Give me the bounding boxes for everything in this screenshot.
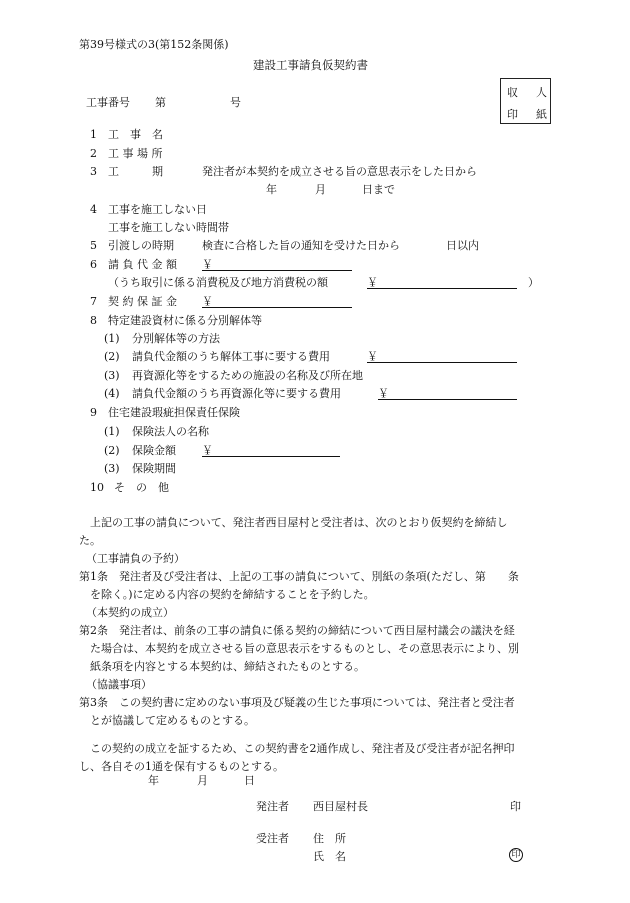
sub-item-text: 請負代金額のうち解体工事に要する費用 [132,350,330,363]
contract-number-suffix: 号 [230,96,241,109]
sub-item-text: 請負代金額のうち再資源化等に要する費用 [132,387,341,400]
item-number: 9 [90,406,97,419]
item-number: 4 [90,203,97,216]
item-label-construction-site: 工 事 場 所 [108,147,163,160]
recycling-cost-line [378,399,517,400]
contract-number-label: 工事番号 [86,96,130,109]
item-number: 3 [90,165,97,178]
article-heading: （本契約の成立） [86,606,174,619]
contract-amount-line [202,270,352,271]
article-1-line-2: を除く。)に定める内容の契約を締結することを予約した。 [90,588,375,601]
stamp-char: 収 [507,86,518,99]
intro-line-1: 上記の工事の請負について、発注者西目屋村と受注者は、次のとおり仮契約を締結し [90,516,508,529]
demolition-cost-line [367,362,517,363]
stamp-char: 印 [507,108,518,121]
sub-item-text: 保険期間 [132,462,176,475]
item-label-non-working-hours: 工事を施工しない時間帯 [108,221,229,234]
sub-item-number: (2) [104,444,120,457]
contract-number-prefix: 第 [155,96,166,109]
yen-sign: ￥ [367,350,378,363]
orderer-label: 発注者 [256,800,289,813]
sign-year: 年 [148,774,159,787]
yen-sign: ￥ [367,276,378,289]
contract-deposit-line [202,307,352,308]
item-label-construction-period: 工 期 [108,165,163,178]
article-2-line-2: た場合は、本契約を成立させる旨の意思表示をするものとし、その意思表示により、別 [90,642,519,655]
intro-line-2: た。 [79,534,101,547]
item-number: 6 [90,258,97,271]
contractor-seal-circle: 印 [509,848,523,862]
sign-month: 月 [197,774,208,787]
consumption-tax-line [367,288,517,289]
article-1-line-1: 第1条 発注者及び受注者は、上記の工事の請負について、別紙の条項(ただし、第 条 [79,570,519,583]
revenue-stamp-box [500,78,551,124]
item-label-other: そ の 他 [114,481,169,494]
stamp-char: 人 [536,86,547,99]
article-3-line-2: とが協議して定めるものとする。 [90,714,255,727]
item-number: 8 [90,314,97,327]
yen-sign: ￥ [378,387,389,400]
article-2-line-3: 紙条項を内容とする本契約は、締結されたものとする。 [90,660,365,673]
item-label-contract-deposit: 契 約 保 証 金 [108,295,177,308]
orderer-name: 西目屋村長 [313,800,368,813]
item-label-delivery-time: 引渡しの時期 [108,239,174,252]
stamp-char: 紙 [536,108,547,121]
article-2-line-1: 第2条 発注者は、前条の工事の請負に係る契約の締結について西目屋村議会の議決を経 [79,624,515,637]
closing-line-2: し、各自その1通を保有するものとする。 [79,760,284,773]
article-heading: （工事請負の予約） [86,552,185,565]
item-label-construction-name: 工 事 名 [108,128,163,141]
period-year: 年 [266,183,277,196]
contractor-address-label: 住 所 [313,832,346,845]
consumption-tax-label: （うち取引に係る消費税及び地方消費税の額 [108,276,328,289]
sub-item-number: (1) [104,425,120,438]
sub-item-text: 再資源化等をするための施設の名称及び所在地 [132,369,363,382]
yen-sign: ￥ [202,258,213,271]
yen-sign: ￥ [202,295,213,308]
item-label-demolition: 特定建設資材に係る分別解体等 [108,314,262,327]
item-number: 7 [90,295,97,308]
sub-item-number: (1) [104,332,120,345]
sub-item-text: 保険法人の名称 [132,425,209,438]
sub-item-number: (3) [104,369,120,382]
sub-item-number: (3) [104,462,120,475]
item-label-non-working-days: 工事を施工しない日 [108,203,207,216]
delivery-text: 検査に合格した旨の通知を受けた日から [202,239,400,252]
item-number: 5 [90,239,97,252]
period-month: 月 [315,183,326,196]
period-day-until: 日まで [362,183,395,196]
article-heading: （協議事項） [86,678,152,691]
sub-item-text: 分別解体等の方法 [132,332,220,345]
form-id: 第39号様式の3(第152条関係) [79,38,229,51]
orderer-seal: 印 [510,800,521,813]
insurance-amount-line [202,456,340,457]
contractor-name-label: 氏 名 [313,850,346,863]
contractor-label: 受注者 [256,832,289,845]
item-label-contract-amount: 請 負 代 金 額 [108,258,177,271]
sub-item-text: 保険金額 [132,444,176,457]
item-number: 1 [90,128,97,141]
item-number: 2 [90,147,97,160]
closing-paren: ） [528,276,539,289]
yen-sign: ￥ [202,444,213,457]
article-3-line-1: 第3条 この契約書に定めのない事項及び疑義の生じた事項については、発注者と受注者 [79,696,515,709]
item-label-insurance: 住宅建設瑕疵担保責任保険 [108,406,240,419]
sub-item-number: (4) [104,387,120,400]
closing-line-1: この契約の成立を証するため、この契約書を2通作成し、発注者及び受注者が記名押印 [90,742,515,755]
sign-day: 日 [244,774,255,787]
delivery-days-after: 日以内 [446,239,479,252]
sub-item-number: (2) [104,350,120,363]
item-number: 10 [90,481,104,494]
period-text: 発注者が本契約を成立させる旨の意思表示をした日から [202,165,477,178]
page-title: 建設工事請負仮契約書 [253,58,368,72]
